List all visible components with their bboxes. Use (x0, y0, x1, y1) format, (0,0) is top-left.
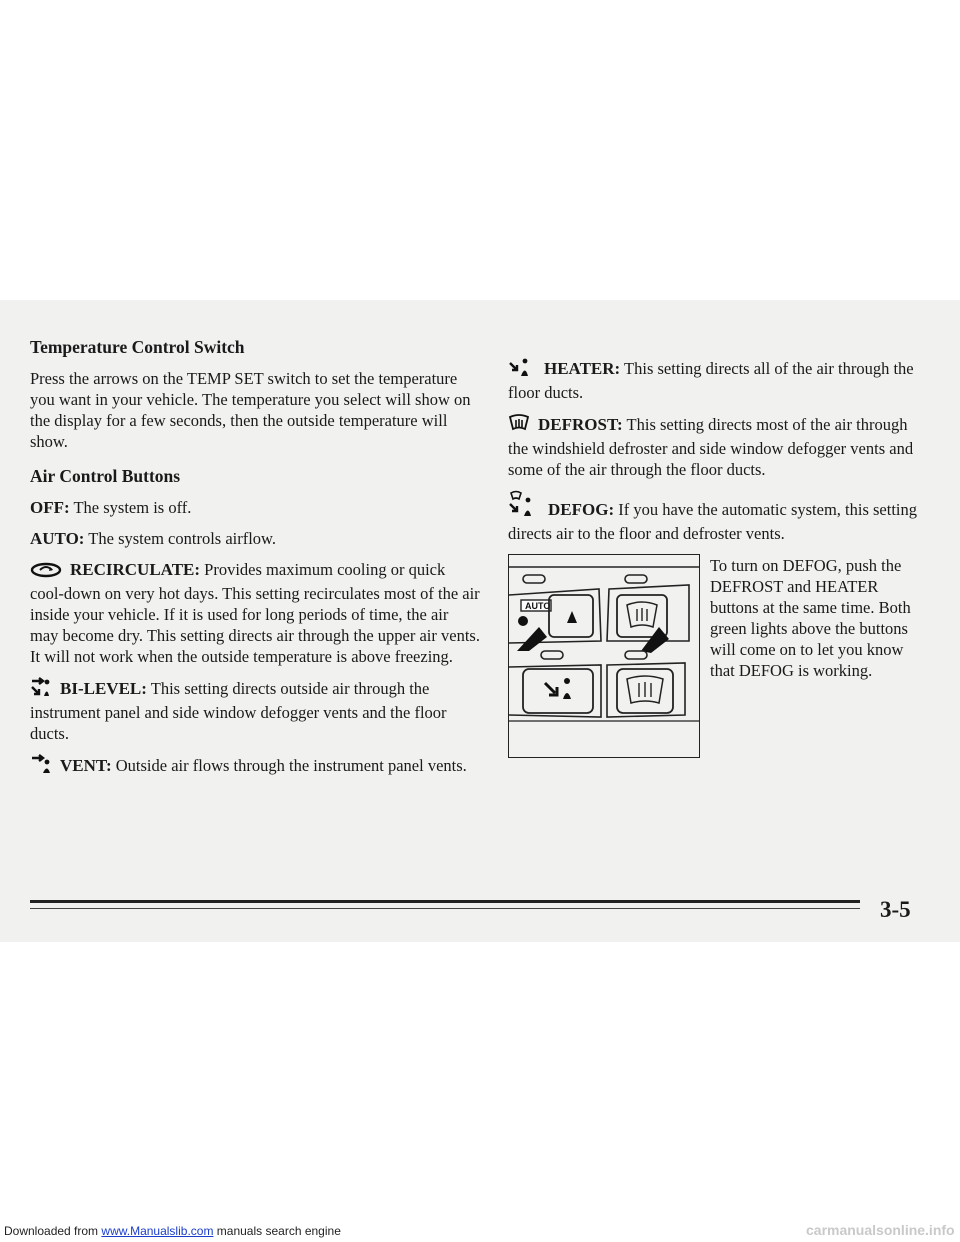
defog-term: DEFOG: (548, 500, 615, 519)
defrost-term: DEFROST: (538, 415, 623, 434)
heater-text: This setting directs all of the air through the floor ducts. (508, 359, 914, 402)
auto-paragraph (30, 528, 480, 549)
vent-icon (30, 754, 52, 779)
heater-icon (508, 357, 530, 382)
climate-panel-figure (508, 554, 700, 758)
bilevel-text: This setting directs outside air through the instrument panel and side window defogger vents and the floor ducts. (30, 679, 447, 743)
vent-paragraph (30, 754, 480, 779)
recirculate-paragraph (30, 559, 480, 667)
bilevel-term: BI-LEVEL: (60, 679, 147, 698)
recirculate-text: Provides maximum cooling or quick cool-down on very hot days. This setting recirculates most of the air inside your vehicle. If it is used for long periods of time, the air may become dry. This setting directs air through the upper air vents. It will not work when the outside temperature is above freezing. (30, 560, 480, 666)
auto-button-label: AUTO (525, 601, 551, 611)
recirculate-icon (30, 562, 62, 583)
bilevel-icon (30, 677, 52, 702)
defog-paragraph (508, 490, 918, 544)
defog-text: If you have the automatic system, this setting directs air to the floor and defroster vents. (508, 500, 918, 543)
temperature-control-heading: Temperature Control Switch (30, 337, 245, 357)
heater-term: HEATER: (544, 359, 621, 378)
left-column (30, 337, 480, 789)
off-text: The system is off. (69, 498, 192, 517)
auto-term: AUTO: (30, 529, 85, 548)
watermark: carmanualsonline.info (806, 1222, 955, 1238)
manualslib-link[interactable]: www.Manualslib.com (101, 1224, 214, 1238)
off-paragraph (30, 497, 480, 518)
defog-icon (508, 490, 534, 523)
bilevel-paragraph (30, 677, 480, 744)
vent-term: VENT: (60, 756, 112, 775)
download-banner (4, 1224, 341, 1238)
defog-figure-caption: To turn on DEFOG, push the DEFROST and HEATER buttons at the same time. Both green lights above the buttons will come on to let you know that DEFOG is working. (710, 556, 911, 680)
footer-rule-thick (30, 900, 860, 903)
defrost-paragraph (508, 413, 918, 480)
auto-text: The system controls airflow. (84, 529, 277, 548)
recirculate-term: RECIRCULATE: (70, 560, 201, 579)
climate-panel-illustration (509, 555, 699, 757)
defrost-icon (508, 413, 530, 438)
off-term: OFF: (30, 498, 70, 517)
right-column (508, 357, 918, 758)
footer-rule (30, 900, 860, 909)
banner-suffix: manuals search engine (213, 1224, 341, 1238)
heater-paragraph (508, 357, 918, 403)
temperature-control-text: Press the arrows on the TEMP SET switch to set the temperature you want in your vehicle. The temperature you select will show on the display for a few seconds, then the outside temperature will show. (30, 369, 471, 451)
banner-prefix: Downloaded from (4, 1224, 99, 1238)
page-number: 3-5 (880, 897, 911, 922)
air-control-heading: Air Control Buttons (30, 466, 181, 486)
defrost-text: This setting directs most of the air through the windshield defroster and side window defogger vents and some of the air through the floor ducts. (508, 415, 914, 479)
vent-text: Outside air flows through the instrument panel vents. (111, 756, 467, 775)
footer-rule-thin (30, 908, 860, 909)
defog-figure-row (508, 554, 918, 758)
